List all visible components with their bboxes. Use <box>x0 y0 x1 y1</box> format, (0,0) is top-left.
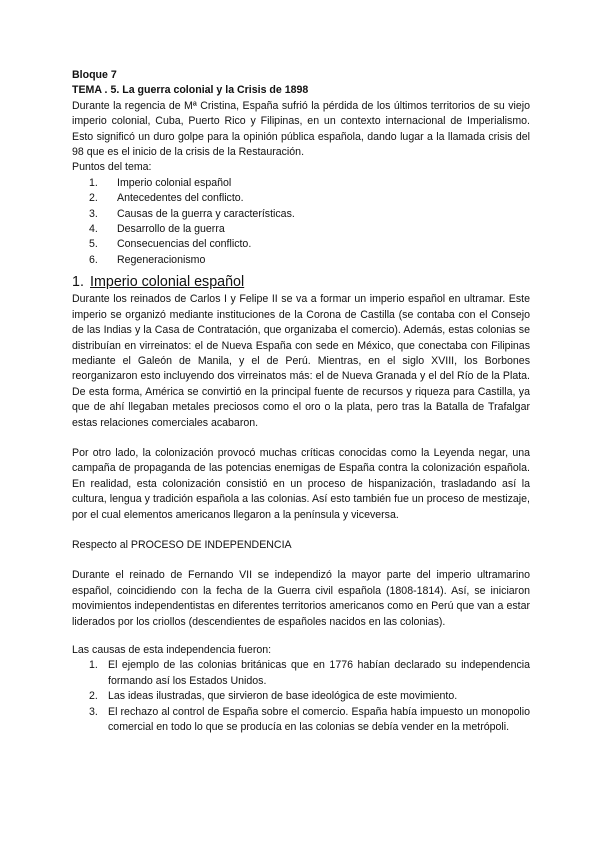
section-heading <box>72 272 530 292</box>
list-item <box>72 222 530 237</box>
body-paragraph: Por otro lado, la colonización provocó muchas críticas conocidas como la Leyenda negar, una campaña de propaganda de las potencias enemigas de España contra la colonización española. En realidad, esta colonización consistió en un proceso de hispanización, trasladando así la cultura, lengua y tradición española a las colonias. Así esto también fue un proceso de mestizaje, por el cual elementos americanos llegaron a la península y viceversa. <box>72 446 530 521</box>
document-page <box>72 68 530 735</box>
block-heading: Bloque 7 <box>72 69 117 81</box>
causes-label: Las causas de esta independencia fueron: <box>72 644 272 656</box>
list-item <box>72 176 530 191</box>
list-number: 4. <box>89 223 98 236</box>
subheading: Respecto al PROCESO DE INDEPENDENCIA <box>72 538 292 551</box>
list-text: Las ideas ilustradas, que sirvieron de base ideológica de este movimiento. <box>108 690 458 703</box>
list-number: 2. <box>89 192 98 205</box>
list-number: 1. <box>89 176 98 189</box>
section-title: Imperio colonial español <box>90 274 245 291</box>
points-label: Puntos del tema: <box>72 161 152 174</box>
list-item <box>72 705 530 736</box>
causes-list <box>72 658 530 735</box>
body-paragraph: Durante los reinados de Carlos I y Felipe II se va a formar un imperio español en ultramar. Este imperio se organizó mediante instituciones de la Corona de Castilla (se contaba con el Consejo de las Indias y la Casa de Contratación, que organizaba el comercio). Además, estas colonias se distribuían en virreinatos: el de Nueva España con sede en México, que conectaba con Filipinas mediante el Galeón de Manila, y el de Perú. Mientras, en el siglo XVIII, los Borbones reorganizaron esto incluyendo dos virreinatos más: el de Nueva Granada y el del Río de la Plata. De esta forma, América se convirtió en la principal fuente de recursos y riqueza para Castilla, ya que de ahí llegaban metales preciosos como el oro o la plata, pero tras la Batalla de Trafalgar estas relaciones comerciales acabaron. <box>72 293 530 429</box>
list-item <box>72 658 530 689</box>
list-text: Consecuencias del conflicto. <box>117 238 252 251</box>
list-text: Causas de la guerra y características. <box>117 207 295 220</box>
list-number: 6. <box>89 253 98 266</box>
topic-list <box>72 176 530 268</box>
list-number: 2. <box>89 690 98 703</box>
list-text: El ejemplo de las colonias británicas que en 1776 habían declarado su independencia formando así los Estados Unidos. <box>108 659 530 687</box>
list-number: 5. <box>89 238 98 251</box>
list-item <box>72 237 530 252</box>
list-item <box>72 253 530 268</box>
intro-paragraph: Durante la regencia de Mª Cristina, España sufrió la pérdida de los últimos territorios de su viejo imperio colonial, Cuba, Puerto Rico y Filipinas, en un contexto internacional de Imperialismo. Esto significó un duro golpe para la opinión pública española, dando lugar a la llamada crisis del 98 que es el inicio de la crisis de la Restauración. <box>72 99 530 159</box>
list-text: Imperio colonial español <box>117 176 232 189</box>
list-item <box>72 207 530 222</box>
list-number: 3. <box>89 705 98 718</box>
list-number: 3. <box>89 207 98 220</box>
list-item <box>72 191 530 206</box>
topic-title: TEMA . 5. La guerra colonial y la Crisis de 1898 <box>72 84 309 97</box>
list-text: El rechazo al control de España sobre el comercio. España había impuesto un monopolio comercial en todo lo que se producía en las colonias se debía vender en la metrópoli. <box>108 705 530 734</box>
body-paragraph: Durante el reinado de Fernando VII se independizó la mayor parte del imperio ultramarino español, coincidiendo con la fecha de la Guerra civil española (1808-1814). Así, se iniciaron movimientos independentistas en diferentes territorios americanos como en Perú que van a estar liderados por los criollos (descendientes de españoles nacidos en las colonias). <box>72 569 530 628</box>
list-text: Desarrollo de la guerra <box>117 223 225 236</box>
list-text: Antecedentes del conflicto. <box>117 192 244 205</box>
list-item <box>72 689 530 704</box>
list-number: 1. <box>89 659 98 672</box>
list-text: Regeneracionismo <box>117 253 206 266</box>
section-number: 1. <box>72 274 84 291</box>
